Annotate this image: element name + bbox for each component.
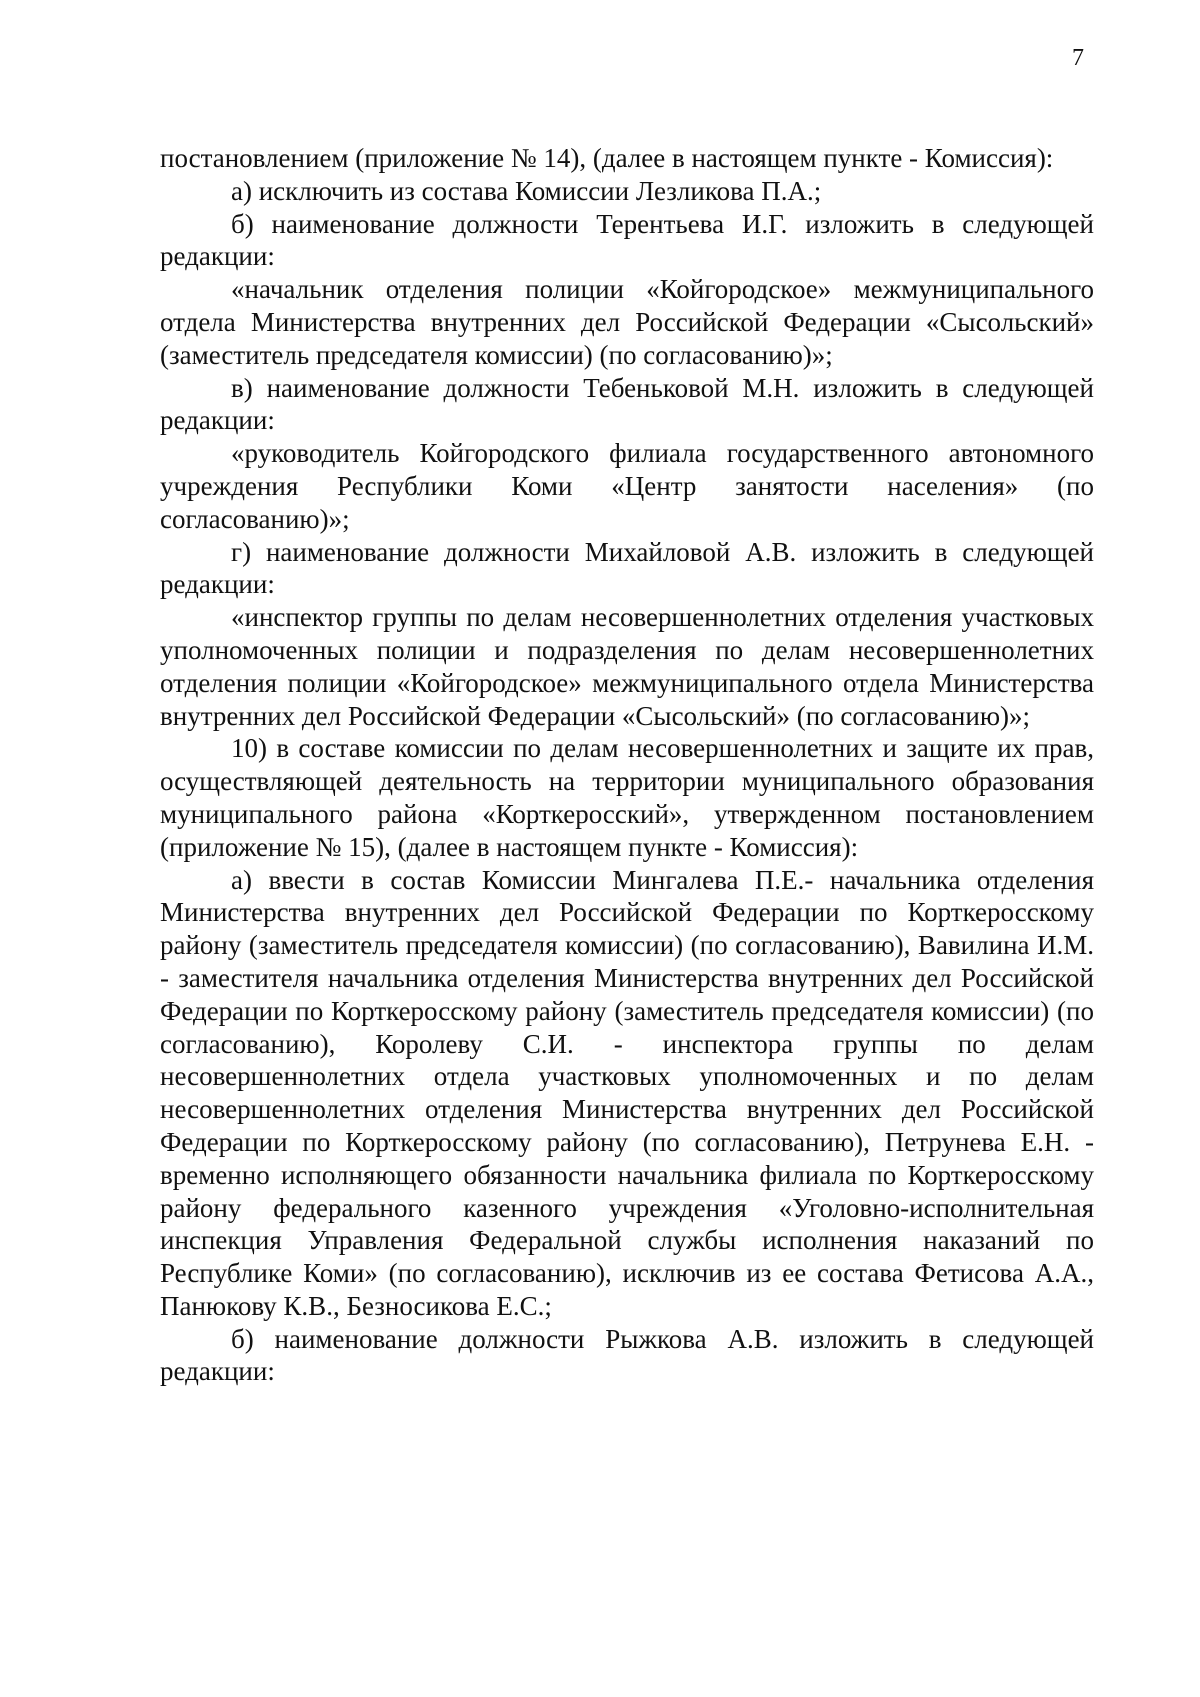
paragraph: постановлением (приложение № 14), (далее в настоящем пункте - Комиссия):	[160, 143, 1054, 173]
paragraph: 10) в составе комиссии по делам несовершеннолетних и защите их прав, осуществляющей деятельность на территории муниципального образования муниципального района «Корткеросский», утвержденном постановлением (приложение № 15), (далее в настоящем пункте - Комиссия):	[160, 733, 1094, 862]
paragraph: «руководитель Койгородского филиала государственного автономного учреждения Республики Коми «Центр занятости населения» (по согласованию)»;	[160, 438, 1094, 534]
paragraph: а) ввести в состав Комиссии Мингалева П.Е.- начальника отделения Министерства внутренних дел Российской Федерации по Корткеросскому району (заместитель председателя комиссии) (по согласованию), Вавилина И.М. - заместителя начальника отделения Министерства внутренних дел Российской Федерации по Корткеросскому району (заместитель председателя комиссии) (по согласованию), Королеву С.И. - инспектора группы по делам несовершеннолетних отдела участковых уполномоченных и по делам несовершеннолетних отделения Министерства внутренних дел Российской Федерации по Корткеросскому району (по согласованию), Петрунева Е.Н. - временно исполняющего обязанности начальника филиала по Корткеросскому району федерального казенного учреждения «Уголовно-исполнительная инспекция Управления Федеральной службы исполнения наказаний по Республике Коми» (по согласованию), исключив из ее состава Фетисова А.А., Панюкову К.В., Безносикова Е.С.;	[160, 864, 1094, 1321]
paragraph: в) наименование должности Тебеньковой М.Н. изложить в следующей редакции:	[160, 372, 1094, 436]
paragraph: «начальник отделения полиции «Койгородское» межмуниципального отдела Министерства внутренних дел Российской Федерации «Сысольский» (заместитель председателя комиссии) (по согласованию)»;	[160, 274, 1094, 370]
paragraph: б) наименование должности Терентьева И.Г. изложить в следующей редакции:	[160, 208, 1094, 272]
paragraph: г) наименование должности Михайловой А.В. изложить в следующей редакции:	[160, 536, 1094, 600]
paragraph: а) исключить из состава Комиссии Лезликова П.А.;	[231, 175, 822, 206]
page-number: 7	[1072, 45, 1084, 71]
paragraph: «инспектор группы по делам несовершеннолетних отделения участковых уполномоченных полиции и подразделения по делам несовершеннолетних отделения полиции «Койгородское» межмуниципального отдела Министерства внутренних дел Российской Федерации «Сысольский» (по согласованию)»;	[160, 602, 1094, 731]
document-body	[160, 142, 1094, 1388]
paragraph: б) наименование должности Рыжкова А.В. изложить в следующей редакции:	[160, 1323, 1094, 1387]
